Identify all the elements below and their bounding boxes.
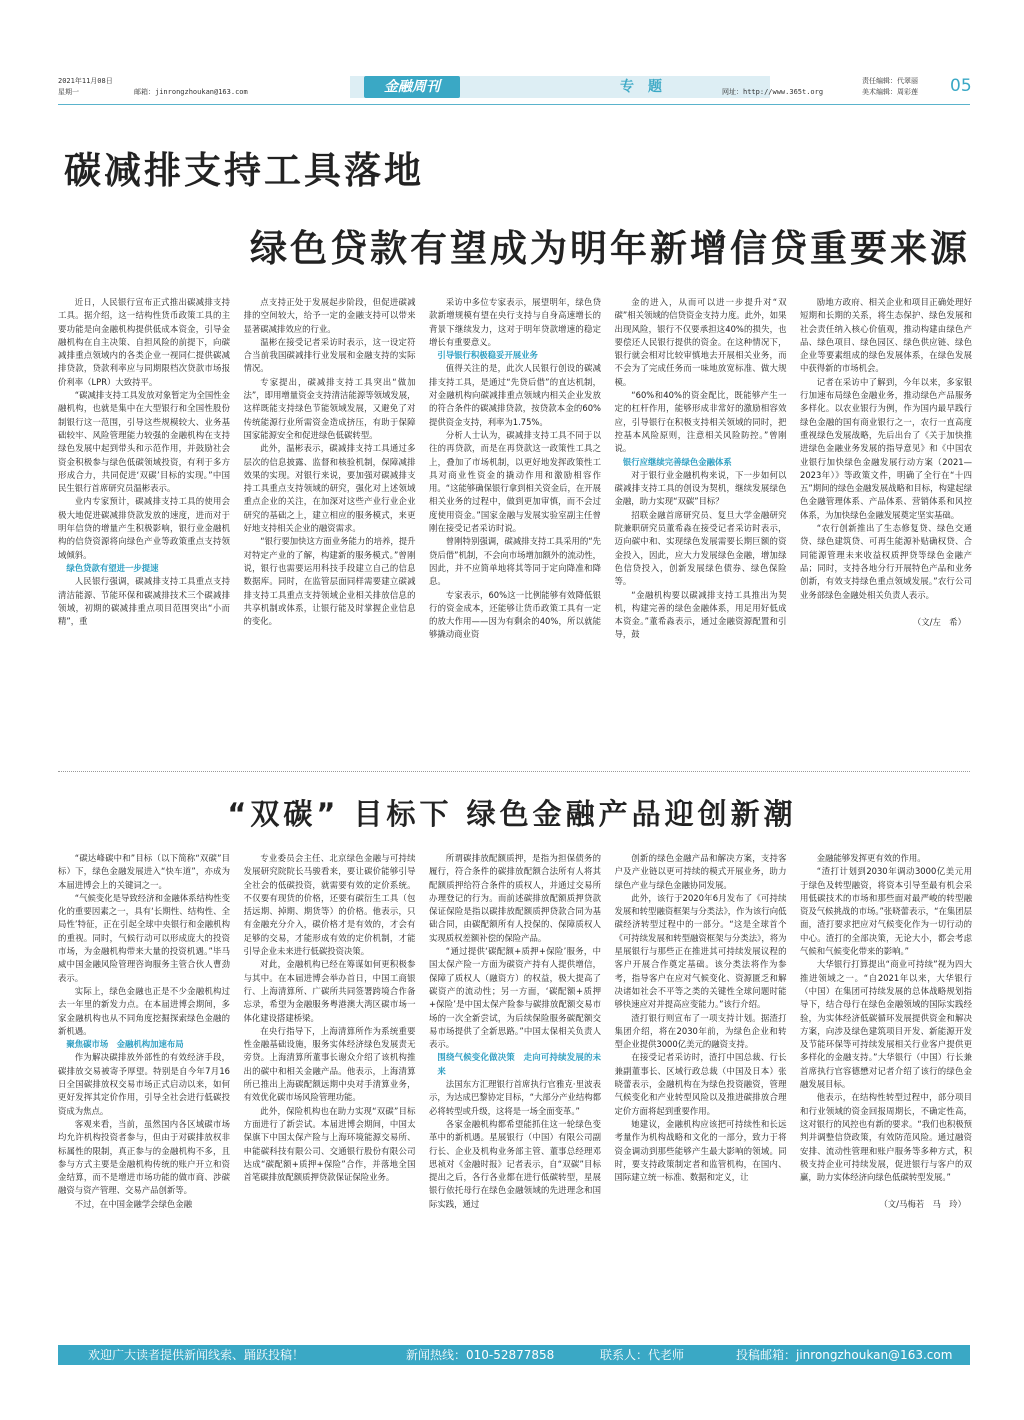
paragraph: 采访中多位专家表示，展望明年，绿色贷款新增规模有望在央行支持与自身高速增长的背景下继续发力，这对于明年贷款增速的稳定增长有重要意义。 — [429, 297, 601, 347]
paragraph: 对于银行业金融机构来说，下一步如何以碳减排支持工具的创设为契机，继续发展绿色金融，助力实现“双碳”目标？ — [614, 469, 787, 507]
paragraph: “气候变化是导致经济和金融体系结构性变化的重要因素之一，具有‘长期性、结构性、全局性’特征，正在引起全球中央银行和金融机构的重视。同时，气候行动可以形成庞大的投资市场，为金融机构带来大量的投资机遇。”毕马威中国金融风险管理咨询服务主管合伙人曹劲表示。 — [58, 892, 230, 983]
footer-banner — [58, 1345, 970, 1365]
paragraph: 创新的绿色金融产品和解决方案，支持客户及产业链以更可持续的模式开展业务，助力绿色产业与绿色金融协同发展。 — [614, 853, 787, 890]
editors-block — [862, 76, 918, 98]
header-rule — [58, 104, 970, 105]
issue-date-block — [58, 76, 113, 98]
paragraph: 此外，温彬表示，碳减排支持工具通过多层次的信息披露、监督和核验机制，保障减排效果的实现。对银行来说，要加强对碳减排支持工具重点支持领域的研究，强化对上述领域重点企业的关注，在加深对这些产业行业企业研究的基础之上，建立相应的服务模式，来更好地支持相关企业的融资需求。 — [243, 443, 416, 534]
paragraph: 渣打银行则宣布了一项支持计划。据渣打集团介绍，将在2030年前，为绿色企业和转型企业提供3000亿美元的融资支持。 — [614, 1012, 787, 1050]
article1-subtitle: 绿色贷款有望成为明年新增信贷重要来源 — [250, 226, 970, 270]
footer-welcome: 欢迎广大读者提供新闻线索、踊跃投稿！ — [88, 1348, 305, 1362]
article2-column — [244, 852, 416, 1340]
paragraph: 此外，该行于2020年6月发布了《可持续发展和转型融资框架与分类法》，作为该行向低碳经济转型过程中的一部分。“这是全球首个《可持续发展和转型融资框架与分类法》，将为星展银行与那些正在推进其可持续发展议程的客户开展合作奠定基础。该分类法将作为参考，指导客户在应对气候变化、资源匮乏和解决诸如社会不平等之类的关键性全球问题时能够快速应对并提高应变能力。”该行介绍。 — [614, 892, 787, 1010]
article1-column — [429, 296, 601, 756]
paragraph: “渣打计划到2030年调动3000亿美元用于绿色及转型融资，将资本引导至最有机会采用低碳技术的市场和那些面对最严峻的转型融资及气候挑战的市场。”张晓蕾表示，“在集团层面，渣打要求把应对气候变化作为一切行动的中心。渣打的全部决策，无论大小，都会考虑气候和气候变化带来的影响。” — [800, 866, 972, 957]
paragraph: 对此，金融机构已经在筹谋如何更积极参与其中。在本届进博会举办首日，中国工商银行、上海清算所、广碳所共同签署跨境合作备忘录，希望为金融服务粤港澳大湾区碳市场一体化建设搭建桥梁。 — [243, 959, 416, 1023]
paragraph: 曾刚特别强调，碳减排支持工具采用的“先贷后借”机制，不会向市场增加额外的流动性，因此，并不应简单地将其等同于定向降准和降息。 — [429, 536, 601, 587]
article2-title: “双碳” 目标下 绿色金融产品迎创新潮 — [227, 797, 797, 831]
art-editor: 美术编辑：周彩莲 — [862, 88, 918, 96]
paragraph: 分析人士认为，碳减排支持工具不同于以往的再贷款，而是在再贷款这一政策性工具之上，叠加了市场机制，以更好地发挥政策性工具对商业性资金的撬动作用和激励相容作用。“这能够确保银行拿到相关资金后，在开展相关业务的过程中，做到更加审慎，而不会过度使用资金。”国家金融与发展实验室副主任曾刚在接受记者采访时说。 — [429, 429, 601, 534]
paragraph: 所谓碳排放配额质押，是指为担保债务的履行，符合条件的碳排放配额合法所有人将其配额质押给符合条件的质权人，并通过交易所办理登记的行为。而前述碳排放配额质押贷款保证保险是指以碳排放配额质押贷款合同为基础合同，由碳配额所有人投保的、保障质权人实现质权差额补偿的保险产品。 — [429, 853, 601, 943]
paragraph: 招联金融首席研究员、复旦大学金融研究院兼职研究员董希淼在接受记者采访时表示，迈向碳中和、实现绿色发展需要长期巨额的资金投入，因此，应大力发展绿色金融，增加绿色信贷投入，创新发展绿色债券、绿色保险等。 — [614, 509, 787, 587]
section-subheading: 围绕气候变化做决策 走向可持续发展的未来 — [437, 1052, 601, 1076]
header-banner — [350, 76, 770, 98]
paragraph: “60%和40%的资金配比，既能够产生一定的杠杆作用，能够形成非常好的激励相容效应，引导银行在积极支持相关领域的同时，把控基本风险原则，注意相关风险防控。”曾刚说。 — [614, 390, 787, 454]
section-subheading: 银行应继续完善绿色金融体系 — [622, 456, 732, 467]
article2-body — [58, 852, 972, 1340]
author-byline: （文/马梅若 马 玲） — [879, 1199, 966, 1210]
article1-title: 碳减排支持工具落地 — [64, 148, 424, 192]
article2-column — [615, 852, 787, 1340]
paragraph: “通过提供‘碳配额+质押+保险’服务，中国太保产险一方面为碳资产持有人提供增信，保障了质权人（融资方）的权益，极大提高了碳资产的流动性；另一方面，‘碳配额+质押+保险’是中国太保产险参与碳排放配额交易市场的一次全新尝试，为后续保险服务碳配额交易市场提供了全新思路。”中国太保相关负责人表示。 — [429, 946, 601, 1050]
header-email: 邮箱：jinrongzhoukan@163.com — [134, 88, 248, 96]
paragraph: 励地方政府、相关企业和项目正确处理好短期和长期的关系，将生态保护、绿色发展和社会责任纳入核心价值观，推动构建由绿色产品、绿色项目、绿色园区、绿色供应链、绿色企业等要素组成的绿色发展体系，在绿色发展中获得新的市场机会。 — [800, 297, 972, 374]
article2-column — [429, 852, 601, 1340]
paragraph: 在接受记者采访时，渣打中国总裁、行长兼副董事长、区域行政总裁（中国及日本）张晓蕾表示，金融机构在为绿色投资融资，管理气候变化和产业转型风险以及推进碳排放合理定价方面将起到重要作用。 — [614, 1052, 787, 1116]
article1-column — [58, 296, 230, 756]
paragraph: 法国东方汇理银行首席执行官雅克·里波表示，为达成巴黎协定目标，“大部分产业结构都必将转型或升级，这将是一场全面变革。” — [429, 1079, 601, 1116]
footer-submit-email: 投稿邮箱：jinrongzhoukan@163.com — [736, 1348, 953, 1362]
paragraph: 温彬在接受记者采访时表示，这一设定符合当前我国碳减排行业发展和金融支持的实际情况。 — [243, 336, 416, 374]
section-name: 专题 — [620, 79, 676, 95]
paragraph: 实际上，绿色金融也正是不少金融机构过去一年里的新发力点。在本届进博会期间，多家金融机构也从不同角度挖掘探索绿色金融的新机遇。 — [58, 985, 230, 1036]
issue-weekday: 星期一 — [58, 88, 79, 96]
footer-hotline: 新闻热线：010-52877858 — [406, 1348, 555, 1362]
brand-logo: 金融周刊 — [364, 76, 460, 98]
paragraph: 在央行指导下，上海清算所作为系统重要性金融基础设施，服务实体经济绿色发展责无旁贷。上海清算所董事长谢众介绍了该机构推出的碳中和相关金融产品。他表示，上海清算所已推出上海碳配额远期中央对手清算业务，有效优化碳市场风险管理功能。 — [243, 1025, 416, 1103]
paragraph: 金的进入，从而可以进一步提升对“双碳”相关领域的信贷资金支持力度。此外，如果出现风险，银行不仅要承担这40%的损失，也要偿还人民银行提供的资金。在这种情况下，银行就会相对比较审慎地去开展相关业务，而不会为了完成任务而一味地放宽标准、做大规模。 — [614, 297, 787, 387]
paragraph: “银行要加快这方面业务能力的培养，提升对特定产业的了解，构建新的服务模式。”曾刚说，银行也需要运用科技手段建立自己的信息数据库。同时，在监管层面同样需要建立碳减排支持工具重点支持领域企业相关排放信息的共享机制或体系，让银行能及时掌握企业信息的变化。 — [243, 536, 416, 627]
article1-column — [615, 296, 787, 756]
issue-date: 2021年11月08日 — [58, 77, 113, 85]
paragraph: 客观来看，当前，虽然国内各区域碳市场均允许机构投资者参与，但由于对碳排放权非标属性的限制，真正参与的金融机构不多，且参与方式主要是金融机构传统的账户开立和资金结算，而不是增进市场功能的做市商、涉碳融资与资产管理、交易产品创新等。 — [58, 1118, 230, 1196]
paragraph: 金融能够发挥更有效的作用。 — [816, 853, 926, 863]
paragraph: “碳减排支持工具发放对象暂定为全国性金融机构，也就是集中在大型银行和全国性股份制银行这一范围，引导这些规模较大、业务基础较牢、风险管理能力较强的金融机构在支持绿色发展中起到带头和示范作用，并鼓励社会资金积极参与绿色低碳领域投资，有利于多方形成合力，共同促进‘双碳’目标的实现。”中国民生银行首席研究员温彬表示。 — [58, 390, 230, 494]
section-subheading: 绿色贷款有望进一步提速 — [66, 562, 159, 573]
paragraph: 专业委员会主任、北京绿色金融与可持续发展研究院院长马骏看来，要让碳价能够引导全社会的低碳投资，就需要有效的定价系统。不仅要有现货的价格，还要有碳衍生工具（包括远期、掉期、期货等）的价格。他表示，只有金融充分介入，碳价格才是有效的，才会有足够的交易，才能形成有效的定价机制，才能引导企业未来进行低碳投资决策。 — [243, 853, 416, 957]
paragraph: 他表示，在结构性转型过程中，部分项目和行业领域的资金回报周期长，不确定性高，这对银行的风控也有新的要求。“我们也积极预判并调整信贷政策，有效防范风险。通过融资安排、流动性管理和账户服务等多种方式，积极支持企业可持续发展，促进银行与客户的双赢，助力实体经济向绿色低碳转型发展。” — [800, 1092, 972, 1183]
paragraph: 不过，在中国金融学会绿色金融 — [74, 1198, 193, 1209]
article-separator — [58, 771, 970, 772]
article1-column — [244, 296, 416, 756]
article1-column — [800, 296, 972, 756]
footer-contact: 联系人：代老师 — [600, 1348, 685, 1362]
paragraph: 人民银行强调，碳减排支持工具重点支持清洁能源、节能环保和碳减排技术三个碳减排领域，初期的碳减排重点项目范围突出“小而精”，重 — [58, 576, 230, 627]
page-header — [58, 76, 970, 100]
paragraph: 各家金融机构都希望能抓住这一轮绿色变革中的新机遇。星展银行（中国）有限公司副行长、企业及机构业务部主管、董事总经理邓思祯对《金融时报》记者表示，自“双碳”目标提出之后，各行各业都在进行低碳转型，星展银行依托母行在绿色金融领域的先进理念和国际实践，通过 — [429, 1118, 601, 1209]
section-subheading: 引导银行积极稳妥开展业务 — [437, 350, 538, 361]
paragraph: 业内专家预计，碳减排支持工具的使用会极大地促进碳减排贷款发放的速度，进而对于明年信贷的增量产生积极影响，银行业金融机构的信贷资源将向绿色产业等政策重点支持领域倾斜。 — [58, 496, 230, 560]
paragraph: 点支持正处于发展起步阶段，但促进碳减排的空间较大，给予一定的金融支持可以带来显著碳减排效应的行业。 — [243, 297, 416, 334]
author-byline: （文/左 希） — [912, 616, 966, 627]
paragraph: 值得关注的是，此次人民银行创设的碳减排支持工具，是通过“先贷后借”的直达机制，对金融机构向碳减排重点领域内相关企业发放的符合条件的碳减排贷款，按贷款本金的60%提供资金支持，利率为1.75%。 — [429, 363, 601, 427]
paragraph: “农行创新推出了生态修复贷、绿色交通贷、绿色建筑贷、可再生能源补贴确权贷、合同能源管理未来收益权质押贷等绿色金融产品；同时，支持各地分行开展特色产品和业务创新，有效支持绿色重点领域发展。”农行公司业务部绿色金融处相关负责人表示。 — [800, 523, 972, 600]
responsible-editor: 责任编辑：代翠丽 — [862, 77, 918, 85]
article1-body — [58, 296, 972, 756]
article2-column — [58, 852, 230, 1340]
article2-column — [800, 852, 972, 1340]
section-subheading: 聚焦碳市场 金融机构加速布局 — [66, 1039, 184, 1050]
paragraph: “碳达峰碳中和”目标（以下简称“双碳”目标）下，绿色金融发展进入“快车道”，亦成为本届进博会上的关键词之一。 — [58, 853, 230, 890]
paragraph: 大华银行打算提出“商业可持续”视为四大推进领域之一。“自2021年以来，大华银行（中国）在集团可持续发展的总体战略规划指导下，结合母行在绿色金融领域的国际实践经验，为实体经济低碳循环发展提供资金和解决方案，向涉及绿色建筑项目开发、新能源开发及节能环保等可持续发展相关行业客户提供更多样化的金融支持。”大华银行（中国）行长兼首席执行官容德懋对记者介绍了该行的绿色金融发展目标。 — [800, 959, 972, 1090]
header-website: 网址：http://www.365t.org — [722, 88, 824, 96]
paragraph: 此外，保险机构也在助力实现“双碳”目标方面进行了新尝试。本届进博会期间，中国太保旗下中国太保产险与上海环境能源交易所、申能碳科技有限公司、交通银行股份有限公司达成“碳配额+质押+保险”合作，并落地全国首笔碳排放配额质押贷款保证保险业务。 — [243, 1105, 416, 1183]
paragraph: 专家提出，碳减排支持工具突出“做加法”，即用增量资金支持清洁能源等领域发展，这样既能支持绿色节能领域发展，又避免了对传统能源行业所需资金造成挤压，有助于保障国家能源安全和促进绿色低碳转型。 — [243, 376, 416, 440]
paragraph: 作为解决碳排放外部性的有效经济手段，碳排放交易被寄予厚望。特别是自今年7月16日全国碳排放权交易市场正式启动以来，如何更好发挥其定价作用，引导全社会进行低碳投资成为焦点。 — [58, 1052, 230, 1116]
paragraph: 近日，人民银行宣布正式推出碳减排支持工具。据介绍，这一结构性货币政策工具的主要功能是向金融机构提供低成本资金，引导金融机构在自主决策、自担风险的前提下，向碳减排重点领域内的各类企业一视同仁提供碳减排贷款，贷款利率应与同期限档次贷款市场报价利率（LPR）大致持平。 — [58, 297, 230, 387]
paragraph: 她建议，金融机构应该把可持续性和长远考量作为机构战略和文化的一部分，致力于将资金调动到那些能够产生最大影响的领域。同时，要支持政策制定者和监管机构，在国内、国际建立统一标准、数据和定义，让 — [614, 1118, 787, 1183]
paragraph: 记者在采访中了解到，今年以来，多家银行加速布局绿色金融业务，推动绿色产品服务多样化。以农业银行为例，作为国内最早践行绿色金融的国有商业银行之一，农行一直高度重视绿色发展战略，先后出台了《关于加快推进绿色金融业务发展的指导意见》和《中国农业银行加快绿色金融发展行动方案（2021—2023年）》等政策文件，明确了全行在“十四五”期间的绿色金融发展战略和目标，构建起绿色金融管理体系、产品体系、营销体系和风控体系，为加快绿色金融发展奠定坚实基础。 — [800, 376, 972, 520]
paragraph: 专家表示，60%这一比例能够有效降低银行的资金成本，还能够让货币政策工具有一定的放大作用——因为有剩余的40%，所以就能够撬动商业资 — [429, 589, 601, 640]
page-number: 05 — [950, 76, 972, 96]
paragraph: “金融机构要以碳减排支持工具推出为契机，构建完善的绿色金融体系，用足用好低成本资金。”董希淼表示，通过金融资源配置和引导，鼓 — [614, 589, 787, 640]
